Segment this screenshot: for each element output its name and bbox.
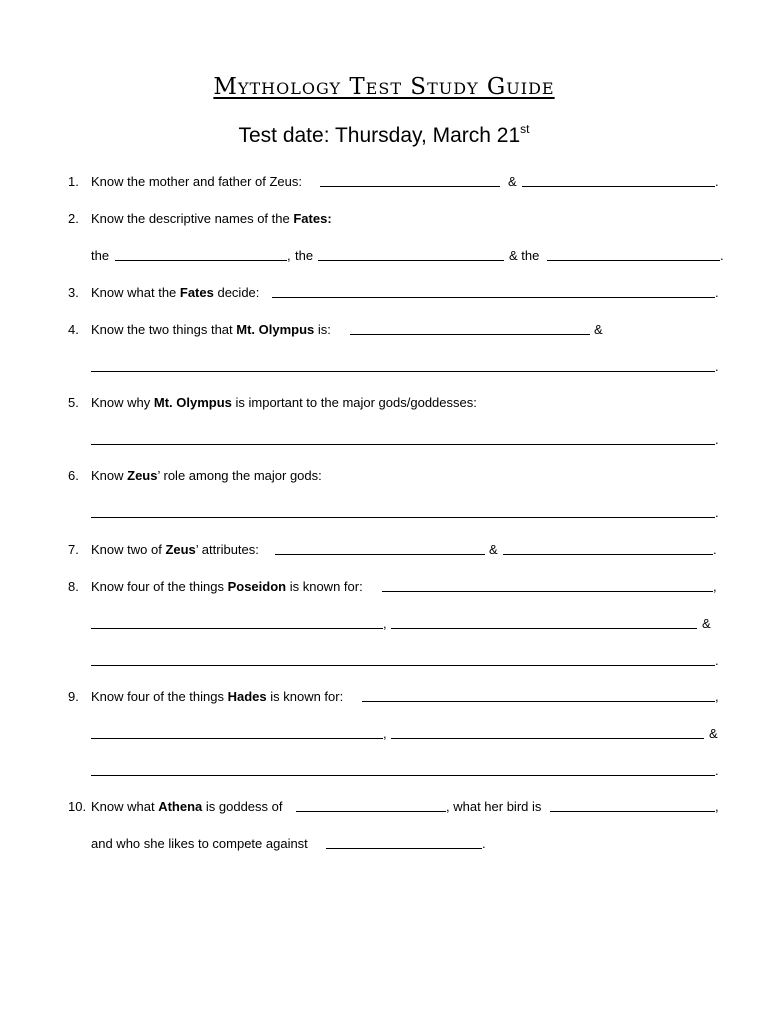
answer-blank[interactable] <box>91 444 715 445</box>
answer-blank[interactable] <box>550 811 715 812</box>
question-text: Know what Athena is goddess of <box>91 799 283 814</box>
comma: , <box>383 616 387 631</box>
the-label: the <box>91 248 110 263</box>
question-2-answers <box>0 247 768 265</box>
comma: , <box>287 248 291 263</box>
comma: , <box>713 579 717 594</box>
question-9-continued <box>0 725 768 743</box>
question-number: 7. <box>68 542 79 557</box>
question-text: Know the mother and father of Zeus: <box>91 174 303 189</box>
period: . <box>482 836 486 851</box>
period: . <box>715 285 719 300</box>
test-date-suffix: st <box>520 122 530 136</box>
and-the-label: & the <box>509 248 540 263</box>
answer-blank[interactable] <box>382 591 713 592</box>
question-8-continued <box>0 615 768 633</box>
question-2 <box>0 210 768 228</box>
test-date <box>0 124 768 148</box>
question-text-bird: , what her bird is <box>446 799 542 814</box>
answer-blank[interactable] <box>115 260 287 261</box>
answer-blank[interactable] <box>547 260 720 261</box>
answer-blank[interactable] <box>320 186 500 187</box>
page-title: Mythology Test Study Guide <box>213 74 555 100</box>
answer-blank[interactable] <box>91 371 715 372</box>
period: . <box>715 505 719 520</box>
comma: , <box>383 726 387 741</box>
question-number: 4. <box>68 322 79 337</box>
question-5-answer <box>0 431 768 449</box>
question-8 <box>0 578 768 596</box>
answer-blank[interactable] <box>503 554 713 555</box>
comma: , <box>715 799 719 814</box>
answer-blank[interactable] <box>91 628 383 629</box>
question-5 <box>0 394 768 412</box>
question-7 <box>0 541 768 559</box>
period: . <box>720 248 724 263</box>
question-6-answer <box>0 504 768 522</box>
answer-blank[interactable] <box>275 554 485 555</box>
question-3 <box>0 284 768 302</box>
answer-blank[interactable] <box>326 848 482 849</box>
period: . <box>715 432 719 447</box>
question-number: 10. <box>68 799 87 814</box>
answer-blank[interactable] <box>350 334 590 335</box>
question-number: 2. <box>68 211 79 226</box>
question-8-last <box>0 652 768 670</box>
question-number: 3. <box>68 285 79 300</box>
question-9 <box>0 688 768 706</box>
question-text: Know what the Fates decide: <box>91 285 260 300</box>
question-text: Know four of the things Hades is known for: <box>91 689 344 704</box>
question-number: 5. <box>68 395 79 410</box>
question-4-continued <box>0 358 768 376</box>
ampersand: & <box>489 542 498 557</box>
ampersand: & <box>702 616 711 631</box>
period: . <box>713 542 717 557</box>
the-label: the <box>295 248 314 263</box>
answer-blank[interactable] <box>391 628 697 629</box>
ampersand: & <box>709 726 718 741</box>
answer-blank[interactable] <box>391 738 704 739</box>
question-10-continued <box>0 835 768 853</box>
question-1 <box>0 173 768 191</box>
question-number: 1. <box>68 174 79 189</box>
question-4 <box>0 321 768 339</box>
answer-blank[interactable] <box>296 811 446 812</box>
answer-blank[interactable] <box>91 738 383 739</box>
period: . <box>715 174 719 189</box>
ampersand: & <box>594 322 603 337</box>
answer-blank[interactable] <box>91 665 715 666</box>
answer-blank[interactable] <box>272 297 715 298</box>
question-9-last <box>0 762 768 780</box>
period: . <box>715 763 719 778</box>
answer-blank[interactable] <box>91 775 715 776</box>
question-text: Know why Mt. Olympus is important to the major gods/goddesses: <box>91 395 477 410</box>
answer-blank[interactable] <box>522 186 715 187</box>
ampersand: & <box>508 174 517 189</box>
period: . <box>715 653 719 668</box>
question-text-compete: and who she likes to compete against <box>91 836 308 851</box>
question-6 <box>0 467 768 485</box>
comma: , <box>715 689 719 704</box>
question-number: 6. <box>68 468 79 483</box>
question-text: Know four of the things Poseidon is known for: <box>91 579 363 594</box>
answer-blank[interactable] <box>91 517 715 518</box>
question-text: Know two of Zeus’ attributes: <box>91 542 259 557</box>
question-text: Know Zeus’ role among the major gods: <box>91 468 322 483</box>
question-number: 9. <box>68 689 79 704</box>
answer-blank[interactable] <box>318 260 504 261</box>
question-10 <box>0 798 768 816</box>
period: . <box>715 359 719 374</box>
question-text: Know the two things that Mt. Olympus is: <box>91 322 331 337</box>
answer-blank[interactable] <box>362 701 715 702</box>
test-date-text: Test date: Thursday, March 21 <box>238 124 521 147</box>
question-text: Know the descriptive names of the Fates: <box>91 211 332 226</box>
question-number: 8. <box>68 579 79 594</box>
